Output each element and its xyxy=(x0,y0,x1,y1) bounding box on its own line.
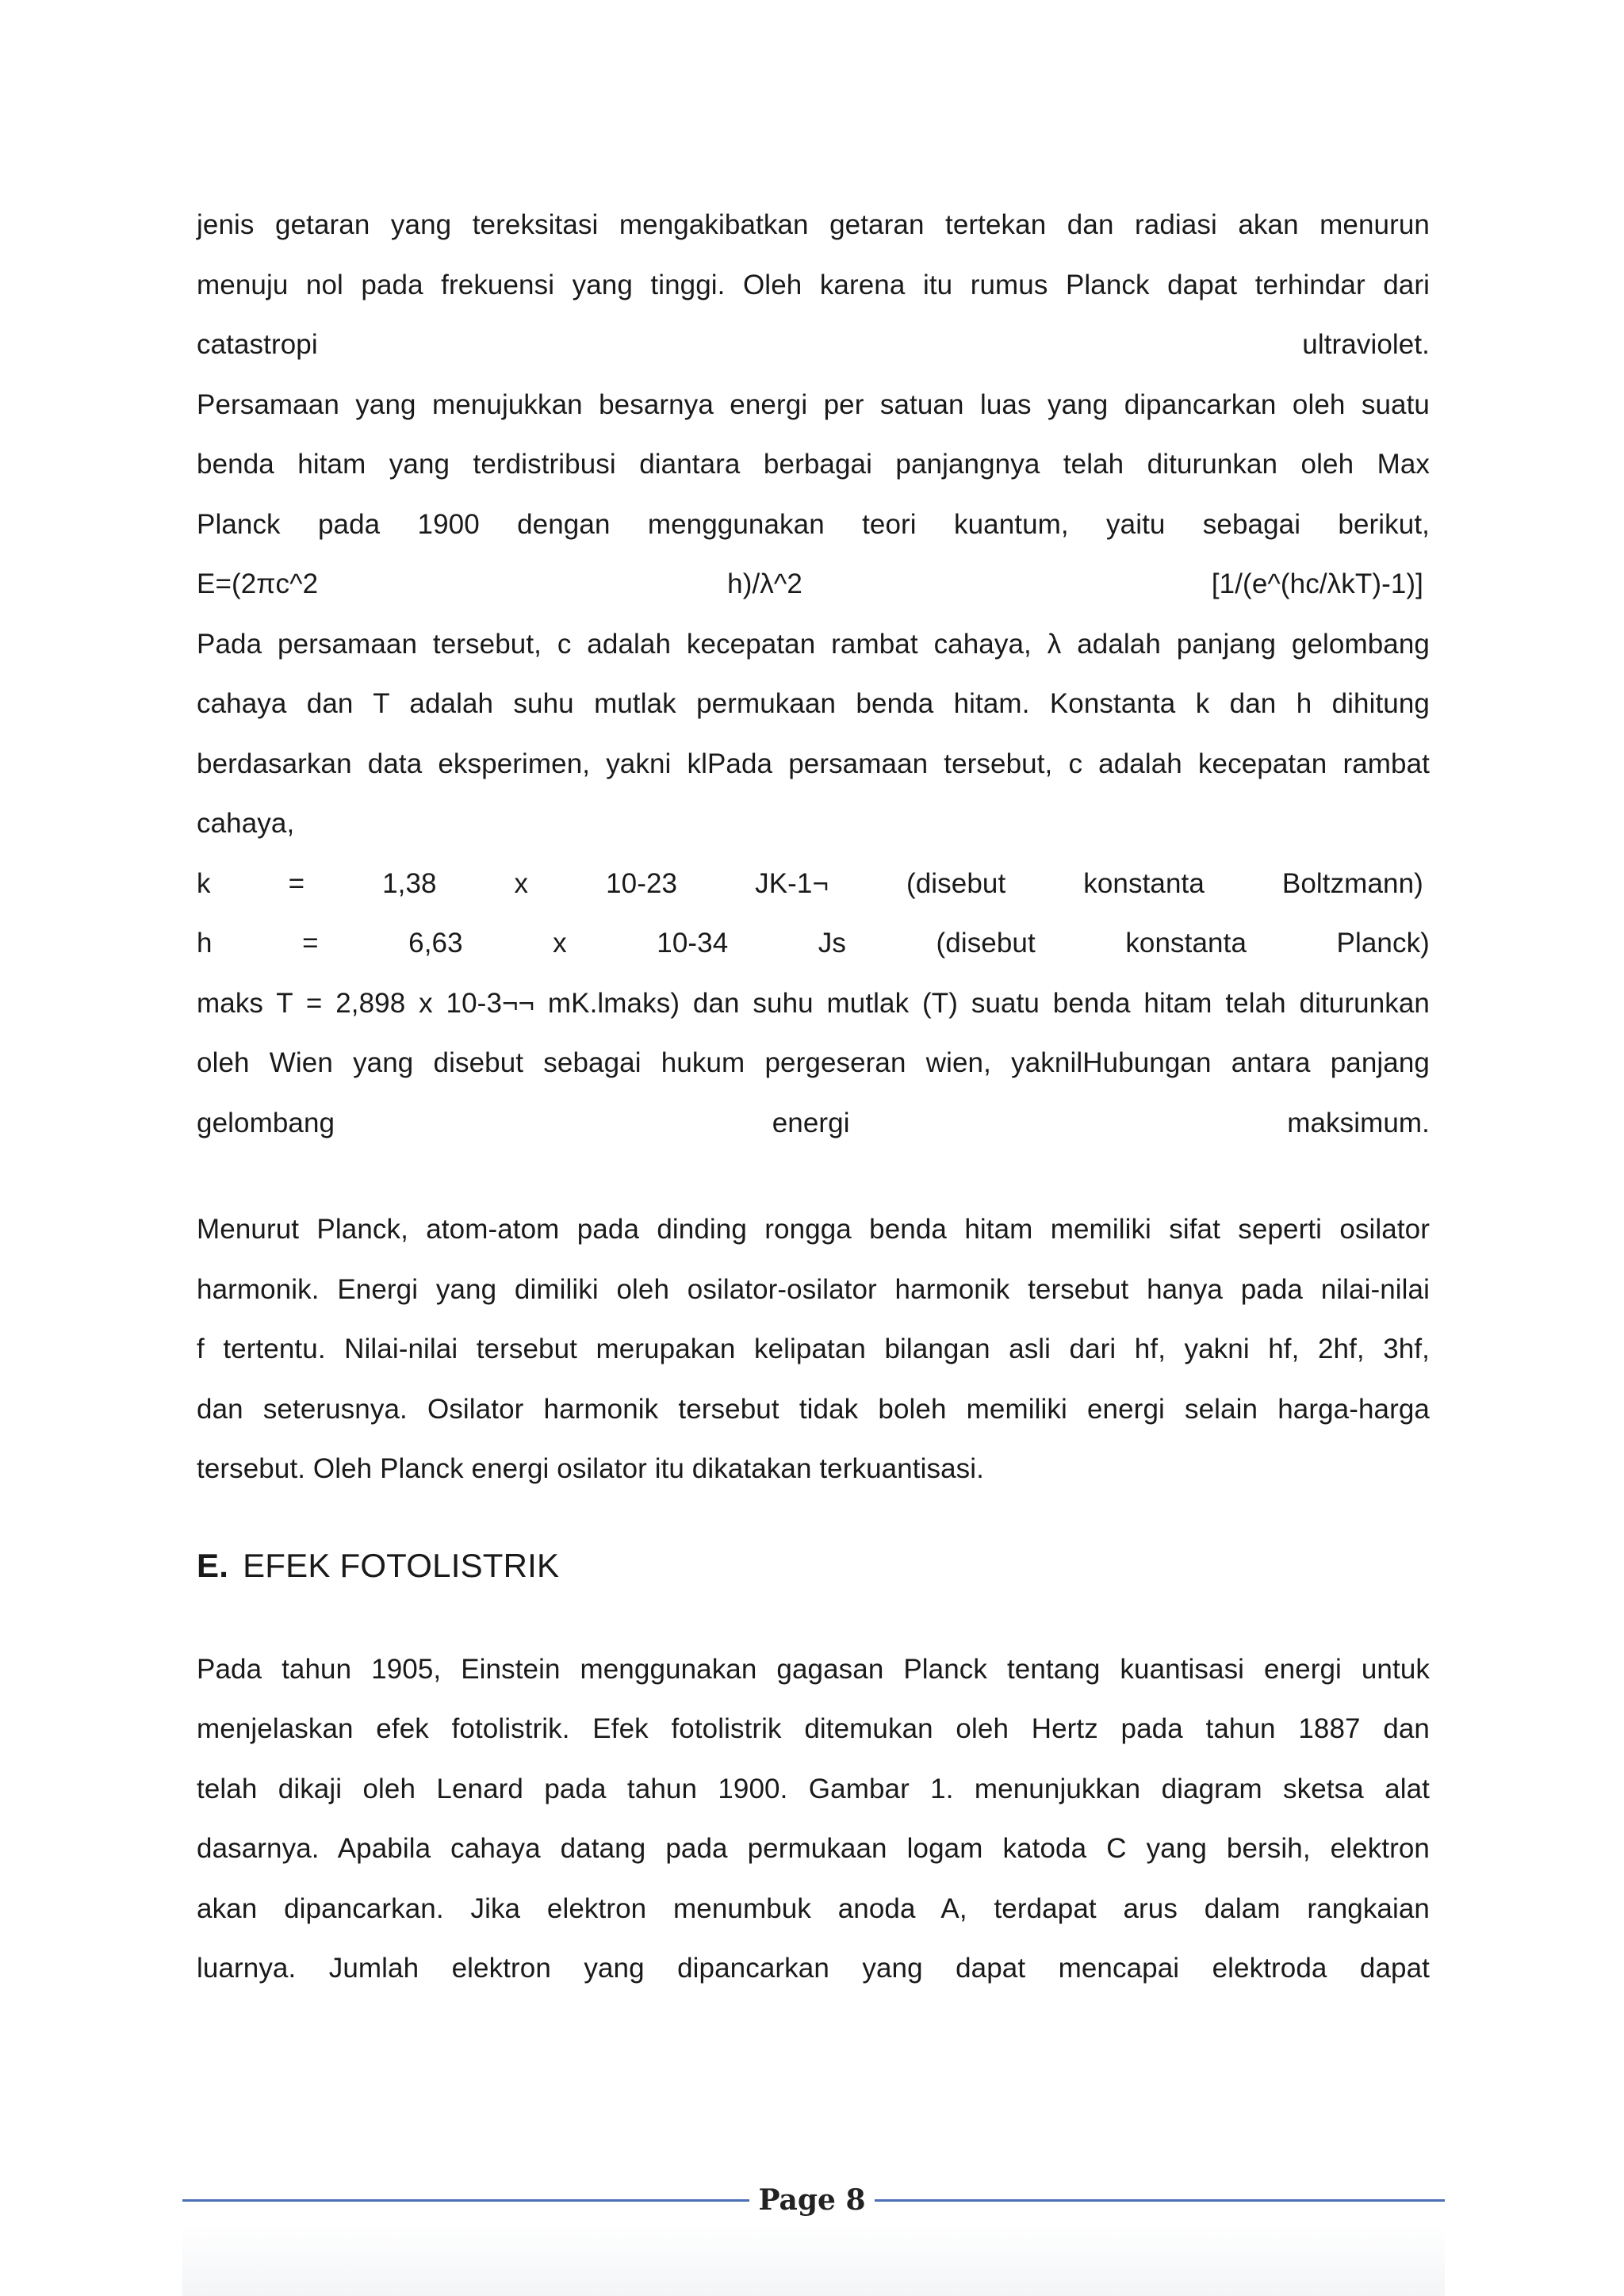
text-line: dasarnya. Apabila cahaya datang pada permukaan logam katoda C yang bersih, elektron xyxy=(197,1833,1430,1864)
constant-part: 6,63 xyxy=(408,928,463,959)
section-number: E. xyxy=(197,1546,229,1584)
text-line: Planck pada 1900 dengan menggunakan teori kuantum, yaitu sebagai berikut, xyxy=(197,508,1430,540)
paragraph-planck-oscillator xyxy=(197,1200,1430,1499)
text-line: berdasarkan data eksperimen, yakni klPada persamaan tersebut, c adalah kecepatan rambat xyxy=(197,748,1430,779)
text-word: ultraviolet. xyxy=(1302,329,1430,360)
constant-part: Planck) xyxy=(1336,928,1430,959)
constant-part: 10-34 xyxy=(657,928,729,959)
footer-rule-right xyxy=(875,2199,1445,2202)
constant-part: konstanta xyxy=(1083,867,1205,899)
text-line: maks T = 2,898 x 10-3¬¬ mK.lmaks) dan suhu mutlak (T) suatu benda hitam telah diturunkan xyxy=(197,987,1430,1019)
text-line: Persamaan yang menujukkan besarnya energi per satuan luas yang dipancarkan oleh suatu xyxy=(197,388,1430,420)
text-line: cahaya dan T adalah suhu mutlak permukaan benda hitam. Konstanta k dan h dihitung xyxy=(197,688,1430,719)
constant-part: Js xyxy=(818,928,846,959)
constant-h-line xyxy=(197,913,1430,974)
constant-part: = xyxy=(288,867,305,899)
text-line: cahaya, xyxy=(197,808,295,839)
section-heading xyxy=(197,1537,1430,1594)
text-line: f tertentu. Nilai-nilai tersebut merupakan kelipatan bilangan asli dari hf, yakni hf, 2hf, 3hf, xyxy=(197,1334,1430,1364)
page-number: Page 8 xyxy=(758,2183,866,2217)
text-line: oleh Wien yang disebut sebagai hukum pergeseran wien, yaknilHubungan antara panjang xyxy=(197,1047,1430,1078)
constant-k-line xyxy=(197,854,1430,914)
page-content xyxy=(197,195,1430,1999)
constant-part: JK-1¬ xyxy=(755,867,829,899)
paragraph-planck-radiation xyxy=(197,195,1430,1153)
text-line: Pada persamaan tersebut, c adalah kecepatan rambat cahaya, λ adalah panjang gelombang xyxy=(197,628,1430,660)
footer-rule-left xyxy=(182,2199,749,2202)
text-line: Pada tahun 1905, Einstein menggunakan gagasan Planck tentang kuantisasi energi untuk xyxy=(197,1653,1430,1685)
text-word: gelombang xyxy=(197,1107,335,1138)
text-line: menjelaskan efek fotolistrik. Efek fotolistrik ditemukan oleh Hertz pada tahun 1887 dan xyxy=(197,1713,1430,1744)
constant-part: h xyxy=(197,928,213,959)
constant-part: konstanta xyxy=(1125,928,1247,959)
text-line: harmonik. Energi yang dimiliki oleh osilator-osilator harmonik tersebut hanya pada nilai-nilai xyxy=(197,1273,1430,1305)
text-word: catastropi xyxy=(197,329,318,360)
footer-shade xyxy=(182,2225,1445,2296)
text-word: energi xyxy=(772,1107,850,1138)
formula-line xyxy=(197,554,1430,614)
text-line: akan dipancarkan. Jika elektron menumbuk anoda A, terdapat arus dalam rangkaian xyxy=(197,1892,1430,1924)
formula-part: [1/(e^(hc/λkT)-1)] xyxy=(1211,568,1423,599)
constant-part: 1,38 xyxy=(382,867,437,899)
constant-part: 10-23 xyxy=(606,867,678,899)
section-spacer xyxy=(197,1499,1430,1537)
text-line: telah dikaji oleh Lenard pada tahun 1900. Gambar 1. menunjukkan diagram sketsa alat xyxy=(197,1773,1430,1804)
text-word: maksimum. xyxy=(1287,1107,1430,1138)
constant-part: x xyxy=(514,867,529,899)
constant-part: (disebut xyxy=(936,928,1036,959)
constant-part: (disebut xyxy=(906,867,1006,899)
constant-part: Boltzmann) xyxy=(1281,867,1423,899)
page-footer xyxy=(182,2182,1445,2221)
paragraph-spacer xyxy=(197,1153,1430,1200)
text-line: dan seterusnya. Osilator harmonik tersebut tidak boleh memiliki energi selain harga-harga xyxy=(197,1393,1430,1425)
text-line: tersebut. Oleh Planck energi osilator itu dikatakan terkuantisasi. xyxy=(197,1453,984,1484)
constant-part: = xyxy=(302,928,319,959)
constant-part: k xyxy=(197,867,211,899)
text-line: Menurut Planck, atom-atom pada dinding rongga benda hitam memiliki sifat seperti osilator xyxy=(197,1214,1430,1245)
constant-part: x xyxy=(553,928,567,959)
paragraph-photoelectric xyxy=(197,1640,1430,1999)
section-spacer xyxy=(197,1594,1430,1640)
text-line-spread xyxy=(197,315,1430,375)
text-line: benda hitam yang terdistribusi diantara berbagai panjangnya telah diturunkan oleh Max xyxy=(197,449,1430,480)
text-line: menuju nol pada frekuensi yang tinggi. Oleh karena itu rumus Planck dapat terhindar dari xyxy=(197,269,1430,300)
section-title: EFEK FOTOLISTRIK xyxy=(243,1546,560,1584)
text-line: luarnya. Jumlah elektron yang dipancarkan yang dapat mencapai elektroda dapat xyxy=(197,1953,1430,1984)
formula-part: E=(2πc^2 xyxy=(197,568,319,599)
formula-part: h)/λ^2 xyxy=(727,568,802,599)
text-line: jenis getaran yang tereksitasi mengakibatkan getaran tertekan dan radiasi akan menurun xyxy=(197,209,1430,240)
text-line-spread xyxy=(197,1093,1430,1154)
